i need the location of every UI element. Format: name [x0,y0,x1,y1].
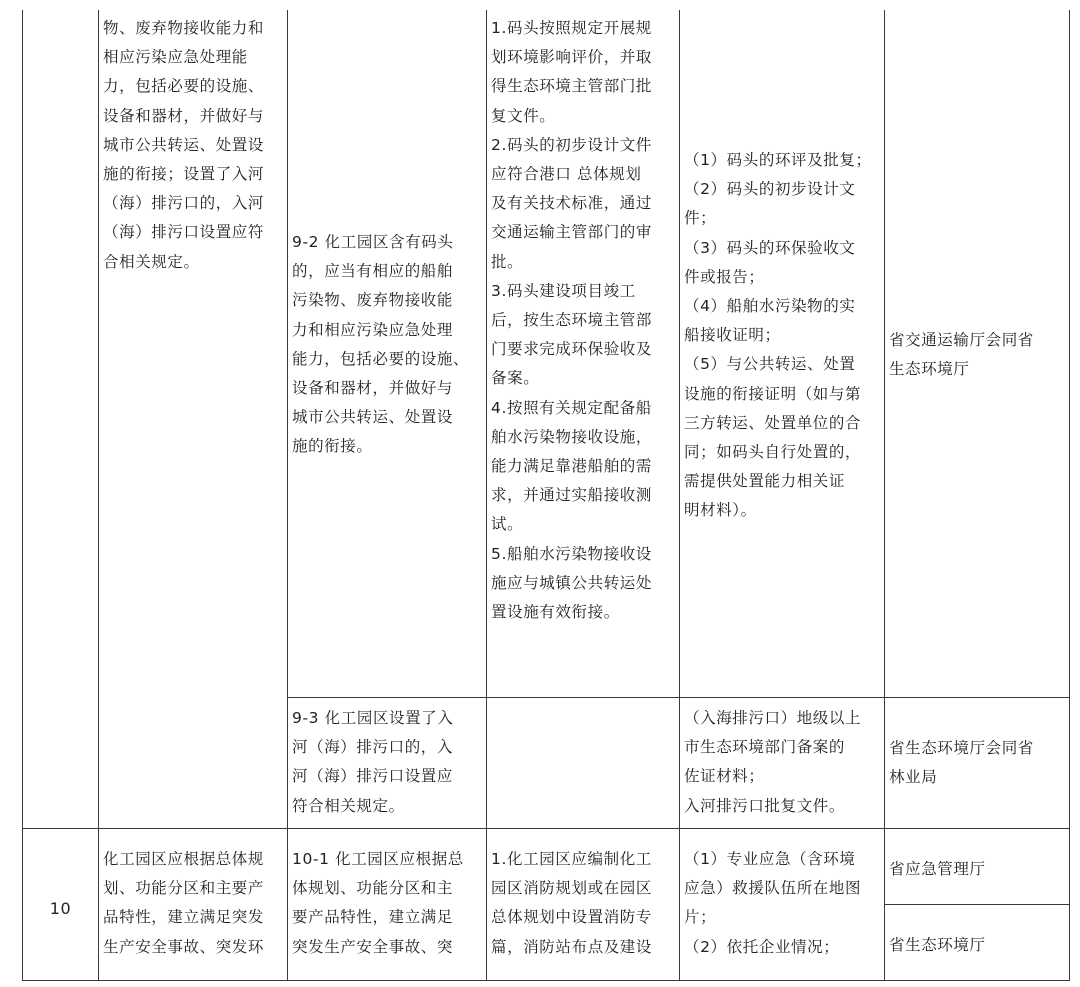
text-line: （1）专业应急（含环境 [684,850,856,868]
indicator-10-1-cell [292,845,485,962]
text-line: 9-2 化工园区含有码头 [292,233,454,251]
text-line: （海）排污口设置应符 [103,223,265,242]
text-line: 突发生产安全事故、突 [292,937,454,956]
text-line: （3）码头的环保验收文 [684,238,856,257]
text-line: 体规划、功能分区和主 [292,879,454,898]
text-line: （2）依托企业情况； [684,937,840,956]
text-line: 施应与城镇公共转运处 [491,573,653,592]
standard-10-1-cell [491,845,678,962]
table-border-left [22,10,23,981]
text-line: 设备和器材，并做好与 [103,106,265,125]
text-line: 生态环境厅 [889,360,970,379]
material-9-2-cell [684,146,883,526]
column-divider [884,10,885,981]
indicator-9-3-cell [292,704,485,821]
text-line: 总体规划中设置消防专 [491,908,653,927]
text-line: 力，包括必要的设施、 [103,77,265,96]
text-line: 河（海）排污口设置应 [292,767,454,786]
row9-requirement-cell [103,14,286,277]
text-line: 复文件。 [491,106,556,125]
text-line: 2.码头的初步设计文件 [491,135,652,154]
column-divider [287,10,288,981]
text-line: 能力满足靠港船舶的需 [491,457,653,476]
text-line: 10-1 化工园区应根据总 [292,850,464,868]
text-line: 得生态环境主管部门批 [491,77,653,96]
text-line: （2）码头的初步设计文 [684,180,856,199]
text-line: 3.码头建设项目竣工 [491,281,636,300]
text-line: 生产安全事故、突发环 [103,937,265,956]
text-line: 求，并通过实船接收测 [491,486,653,505]
text-line: 试。 [491,515,524,534]
text-line: 门要求完成环保验收及 [491,340,653,359]
column-divider [486,10,487,981]
department-9-3-cell [889,734,1069,792]
text-line: 施的衔接；设置了入河 [103,165,265,184]
text-line: 置设施有效衔接。 [491,603,620,622]
row10-number: 10 [49,899,72,918]
table-border-bottom [22,980,1070,981]
row-divider [22,828,1070,829]
text-line: 需提供处置能力相关证 [684,472,846,491]
text-line: 片； [684,908,717,927]
text-line: 备案。 [491,369,540,388]
text-line: 划环境影响评价，并取 [491,48,653,67]
department-10-1a-cell [889,855,1069,884]
text-line: 化工园区应根据总体规 [103,850,265,868]
text-line: 入河排污口批复文件。 [684,796,846,815]
column-divider [98,10,99,981]
text-line: 合相关规定。 [103,252,200,271]
text-line: （4）船舶水污染物的实 [684,297,856,316]
text-line: 明材料）。 [684,501,757,520]
text-line: 9-3 化工园区设置了入 [292,709,454,727]
row-divider [884,904,1070,905]
text-line: 件； [684,209,717,228]
text-line: 市生态环境部门备案的 [684,738,846,757]
department-10-1b-cell [889,931,1069,960]
text-line: 污染物、废弃物接收能 [292,291,454,310]
text-line: （1）码头的环评及批复； [684,151,872,169]
material-9-3-cell [684,704,883,821]
text-line: 4.按照有关规定配备船 [491,398,652,417]
text-line: 5.船舶水污染物接收设 [491,544,652,563]
text-line: 能力，包括必要的设施、 [292,349,470,368]
text-line: 1.化工园区应编制化工 [491,850,652,868]
text-line: 施的衔接。 [292,437,373,456]
text-line: 城市公共转运、处置设 [103,135,265,154]
text-line: 符合相关规定。 [292,796,405,815]
text-line: 省应急管理厅 [889,860,986,878]
text-line: 佐证材料； [684,767,765,786]
text-line: 件或报告； [684,267,765,286]
text-line: 舶水污染物接收设施， [491,427,653,446]
text-line: 批。 [491,252,524,271]
row-divider [287,697,1070,698]
text-line: 的，应当有相应的船舶 [292,262,454,281]
text-line: 品特性，建立满足突发 [103,908,265,927]
row10-requirement-cell [103,845,286,962]
column-divider [679,10,680,981]
text-line: 城市公共转运、处置设 [292,408,454,427]
text-line: 省生态环境厅 [889,936,986,954]
material-10-1-cell [684,845,883,962]
text-line: 相应污染应急处理能 [103,48,248,67]
table-border-right [1069,10,1070,981]
text-line: 1.码头按照规定开展规 [491,19,652,37]
text-line: 省交通运输厅会同省 [889,331,1034,349]
text-line: 要产品特性，建立满足 [292,908,454,927]
text-line: 篇，消防站布点及建设 [491,937,653,956]
text-line: 后，按生态环境主管部 [491,311,653,330]
text-line: （入海排污口）地级以上 [684,709,862,727]
text-line: 应符合港口 总体规划 [491,165,642,184]
text-line: 同；如码头自行处置的， [684,443,862,462]
text-line: 划、功能分区和主要产 [103,879,265,898]
text-line: 林业局 [889,768,938,787]
text-line: 三方转运、处置单位的合 [684,413,862,432]
text-line: 设施的衔接证明（如与第 [684,384,862,403]
text-line: 船接收证明； [684,326,781,345]
standard-9-2-cell [491,14,678,627]
text-line: 设备和器材，并做好与 [292,379,454,398]
text-line: 物、废弃物接收能力和 [103,19,265,37]
text-line: 应急）救援队伍所在地图 [684,879,862,898]
text-line: （5）与公共转运、处置 [684,355,856,374]
text-line: （海）排污口的，入河 [103,194,265,213]
text-line: 园区消防规划或在园区 [491,879,653,898]
text-line: 交通运输主管部门的审 [491,223,653,242]
department-9-2-cell [889,326,1069,384]
text-line: 河（海）排污口的，入 [292,738,454,757]
text-line: 省生态环境厅会同省 [889,739,1034,757]
indicator-9-2-cell [292,228,485,462]
text-line: 及有关技术标准，通过 [491,194,653,213]
text-line: 力和相应污染应急处理 [292,320,454,339]
